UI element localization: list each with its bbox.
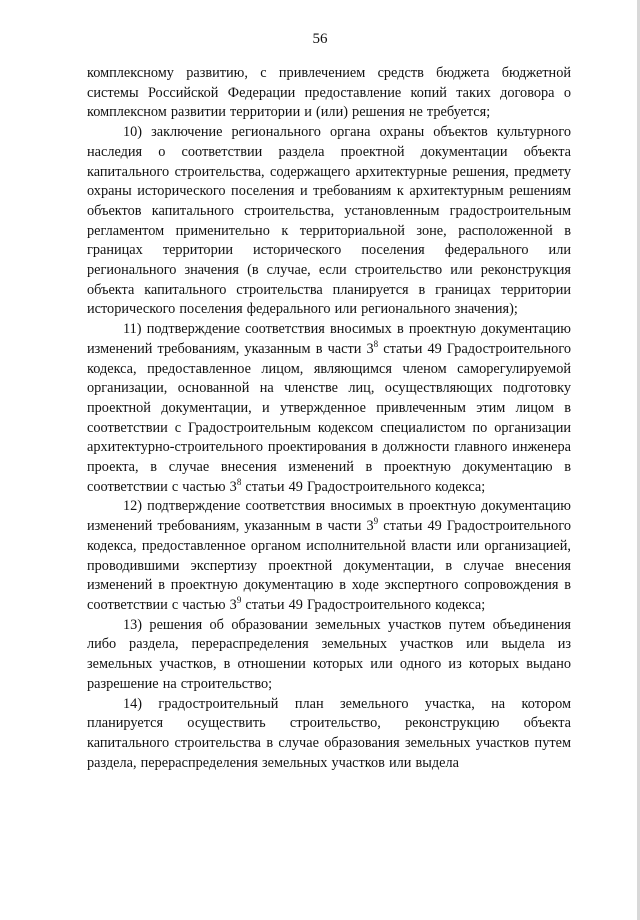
item-11-superscript-1: 8 bbox=[373, 339, 379, 350]
item-12-text-1: 12) подтверждение соответствия вносимых в проектную документацию изменений требованиям, указанным в части 3 bbox=[87, 498, 571, 535]
paragraph-item-12 bbox=[87, 497, 571, 615]
paragraph-continuation: комплексному развитию, с привлечением средств бюджета бюджетной системы Российской Федерации предоставление копий таких договора о комплексном развитии территории и (или) решения не требуется; bbox=[87, 65, 571, 121]
document-body bbox=[87, 64, 571, 773]
item-11-superscript-2: 8 bbox=[236, 477, 242, 487]
item-11-text-3: статьи 49 Градостроительного кодекса; bbox=[241, 478, 486, 495]
page-number: 56 bbox=[312, 31, 328, 47]
item-12-text-2: статьи 49 Градостроительного кодекса, предоставленное органом исполнительной власти или организацией, проводившими экспертизу проектной документации, в случае внесения изменений в проектную документацию в ходе экспертного сопровождения в соответствии с частью 3 bbox=[87, 518, 571, 613]
item-12-superscript-1: 9 bbox=[373, 516, 379, 527]
paragraph-item-13: 13) решения об образовании земельных участков путем объединения либо раздела, перераспределения земельных участков или выдела из земельных участков, в отношении которых или одного из которых выдано разрешение на строительство; bbox=[87, 616, 571, 692]
paragraph-item-10: 10) заключение регионального органа охраны объектов культурного наследия о соответствии раздела проектной документации объекта капитального строительства, содержащего архитектурные решения, предмету охраны исторического поселения и требованиям к архитектурным решениям объектов капитального строительства, установленным градостроительным регламентом применительно к территориальной зоне, расположенной в границах территории исторического поселения федерального или регионального значения (в случае, если строительство или реконструкция объекта капитального строительства планируется в границах территории исторического поселения федерального или регионального значения); bbox=[87, 124, 571, 318]
item-12-text-3: статьи 49 Градостроительного кодекса; bbox=[241, 596, 486, 613]
paragraph-item-11 bbox=[87, 320, 571, 497]
paragraph-item-14: 14) градостроительный план земельного участка, на котором планируется осуществить строительство, реконструкцию объекта капитального строительства в случае образования земельных участков путем раздела, перераспределения земельных участков или выдела bbox=[87, 695, 571, 771]
item-11-text-2: статьи 49 Градостроительного кодекса, предоставленное лицом, являющимся членом саморегулируемой организации, основанной на членстве лиц, осуществляющих подготовку проектной документации, и утвержденное привлеченным этим лицом в соответствии с Градостроительным кодексом специалистом по организации архитектурно-строительного проектирования в должности главного инженера проекта, в случае внесения изменений в проектную документацию в соответствии с частью 3 bbox=[87, 340, 571, 495]
item-11-text-1: 11) подтверждение соответствия вносимых в проектную документацию изменений требованиям, указанным в части 3 bbox=[87, 321, 571, 357]
item-12-superscript-2: 9 bbox=[236, 595, 242, 606]
